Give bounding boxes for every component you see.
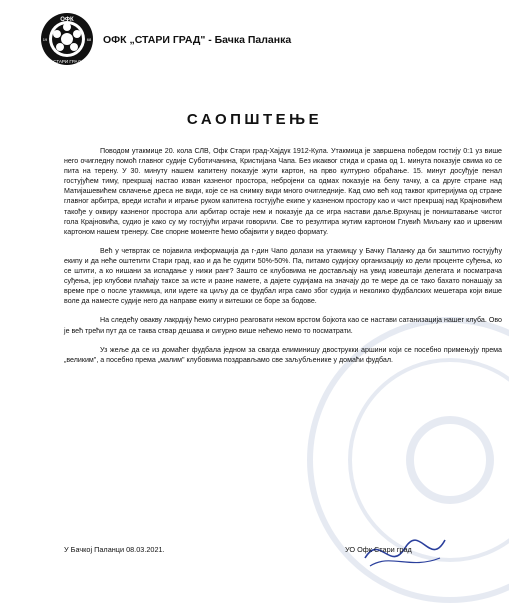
signatory: УО Офк Стари град — [345, 545, 412, 554]
svg-text:СТАРИ ГРАД: СТАРИ ГРАД — [53, 59, 81, 64]
club-logo-icon — [40, 12, 94, 66]
svg-text:19: 19 — [42, 37, 48, 42]
organization-name: ОФК „СТАРИ ГРАД" - Бачка Паланка — [103, 34, 292, 46]
paragraph: Већ у четвртак се појавила информација да г-дин Чапо долази на утакмицу у Бачку Паланку да би заштитио гостујућу екипу и да неће оштетити Стари град, као и да ће судити 50%-50%. Па, питамо судијску организацију ко дели проценте суђења, ко се штити, а ко нишани за испадање у нижи ранг? Зашто се клубовима не достављају на увид извештаји делегата и посматрача суђења, јер клубови плаћају таксе за исте и разне намете, а дајете судијама на значају до те мере да се тако бахато понашају за време пре о после утакмица, или идете ка циљу да се фудбал игра само због судија и неколико фудбалских мешетара који више воле да наместе судије него да направе екипу и витешки се боре за бодове. — [64, 246, 502, 306]
document-body — [64, 146, 502, 374]
place-and-date: У Бачкој Паланци 08.03.2021. — [64, 545, 165, 554]
document-title: САОПШТЕЊЕ — [186, 111, 323, 128]
paragraph: Уз жеље да се из домаћег фудбала једном за свагда елиминишу двострукки аршини који се посебно примењују према „великим", а посебно према „малим" клубовима поздрављамо све заљубљенике у домаћи фудбал. — [64, 345, 502, 364]
svg-text:ОФК: ОФК — [60, 17, 74, 23]
svg-text:68: 68 — [86, 37, 92, 42]
paragraph: На следећу овакву лакрдију ћемо сигурно реаговати неком врстом бојкота као се настави сатанизација нашег клуба. Ово је већ трећи пут да се таква ствар дешава и сигурно више нећемо немо то посматрати. — [64, 316, 502, 335]
paragraph: Поводом утакмице 20. кола СЛВ, Офк Стари град-Хајдук 1912-Кула. Утакмица је завршена победом гостију 0:1 уз више него очигледну помоћ главног судије Суботичанина, Кристијана Чапа. Без икаквог стида и срама од 1. минута показује свима ко се пита на терену. У 30. минуту нашем капитену показује жути картон, на прво културно обраћање. 15. минут досуђује пенал гостујућем тиму, прекршај настао изван казненог простора, небројени са одмах показује на белу тачку, а са друге стране над Матијашевићем свлачење дреса не види, које се на снимку види много очигледније. Кад смо већ код таквог критеријума од стране главног арбитра, вреди истаћи и играње руком капитена гостујуће екипе у казненом простору као и чист прекршај над Крајновићем такође у оквиру казненог простора али арбитар остаје нем и показује да се игра настави даље.Врхунац је поништавање чистог гола Крајновића, судио је како су му гостујући играчи говорили. Све то резултира жутим картоном Глувић Миљану као и црвеним картоном нашем тренеру. Све спорне моменте ћемо обајвити у видео формату. — [64, 147, 502, 236]
